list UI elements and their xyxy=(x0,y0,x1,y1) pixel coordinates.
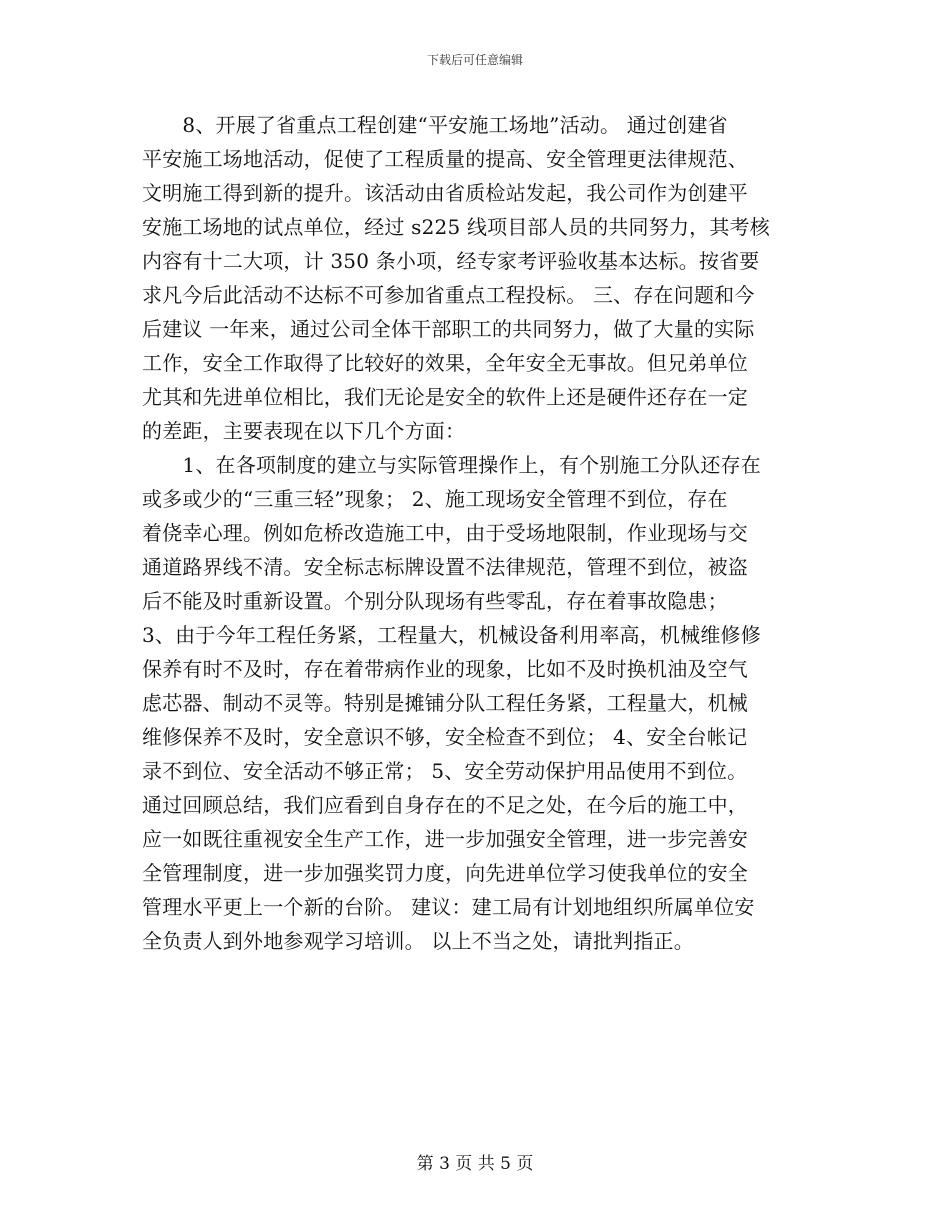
text-line: 后不能及时重新设置。个别分队现场有些零乱，存在着事故隐患； xyxy=(142,589,728,613)
text-line: 保养有时不及时，存在着带病作业的现象，比如不及时换机油及空气 xyxy=(142,657,748,681)
text-line: 全负责人到外地参观学习培训。 以上不当之处，请批判指正。 xyxy=(142,929,694,953)
page-header: 下载后可任意编辑 xyxy=(426,53,523,67)
document-body xyxy=(142,108,814,958)
text-line: 1、在各项制度的建立与实际管理操作上，有个别施工分队还存在 xyxy=(142,453,761,477)
text-line: 3、由于今年工程任务紧，工程量大，机械设备利用率高，机械维修修 xyxy=(142,623,761,647)
page-number: 第 3 页 共 5 页 xyxy=(416,1154,534,1174)
text-line: 着侥幸心理。例如危桥改造施工中，由于受场地限制，作业现场与交 xyxy=(142,521,748,545)
text-line: 应一如既往重视安全生产工作，进一步加强安全管理，进一步完善安 xyxy=(142,827,748,851)
text-line: 通过回顾总结，我们应看到自身存在的不足之处，在今后的施工中， xyxy=(142,793,748,817)
text-line: 安施工场地的试点单位，经过 s225 线项目部人员的共同努力，其考核 xyxy=(142,215,770,239)
text-line: 虑芯器、制动不灵等。特别是摊铺分队工程任务紧，工程量大，机械 xyxy=(142,691,748,715)
text-line: 管理水平更上一个新的台阶。 建议：建工局有计划地组织所属单位安 xyxy=(142,895,755,919)
text-line: 维修保养不及时，安全意识不够，安全检查不到位； 4、安全台帐记 xyxy=(142,725,748,749)
text-line: 录不到位、安全活动不够正常； 5、安全劳动保护用品使用不到位。 xyxy=(142,759,748,783)
text-line: 工作，安全工作取得了比较好的效果，全年安全无事故。但兄弟单位 xyxy=(142,351,748,375)
text-line: 全管理制度，进一步加强奖罚力度，向先进单位学习使我单位的安全 xyxy=(142,861,748,885)
text-line: 或多或少的“三重三轻”现象； 2、施工现场安全管理不到位，存在 xyxy=(142,487,728,511)
text-line: 的差距，主要表现在以下几个方面： xyxy=(142,419,466,443)
text-line: 8、开展了省重点工程创建“平安施工场地”活动。 通过创建省 xyxy=(142,113,728,137)
text-line: 通道路界线不清。安全标志标牌设置不法律规范，管理不到位，被盗 xyxy=(142,555,748,579)
text-line: 平安施工场地活动，促使了工程质量的提高、安全管理更法律规范、 xyxy=(142,147,748,171)
text-line: 内容有十二大项，计 350 条小项，经专家考评验收基本达标。按省要 xyxy=(142,249,760,273)
text-line: 尤其和先进单位相比，我们无论是安全的软件上还是硬件还存在一定 xyxy=(142,385,748,409)
text-line: 文明施工得到新的提升。该活动由省质检站发起，我公司作为创建平 xyxy=(142,181,748,205)
text-line: 求凡今后此活动不达标不可参加省重点工程投标。 三、存在问题和今 xyxy=(142,283,755,307)
text-line: 后建议 一年来，通过公司全体干部职工的共同努力，做了大量的实际 xyxy=(142,317,755,341)
